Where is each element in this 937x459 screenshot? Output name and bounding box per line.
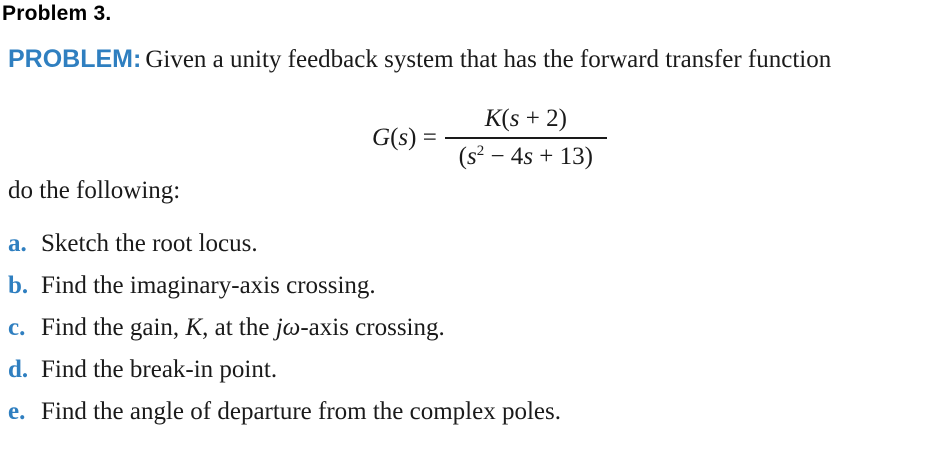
task-letter: c. [8,314,26,341]
equation-fraction [445,105,607,171]
task-text: Find the gain, K, at the jω-axis crossing. [41,314,445,341]
task-item-e [8,394,561,436]
task-item-a [8,226,561,268]
task-letter: b. [8,272,29,299]
task-text: Sketch the root locus. [41,230,258,257]
instruction-text: do the following: [8,177,181,204]
equation-denominator: $(s^2 - 4s + 13)$ [458,142,593,170]
problem-title: Problem 3. [2,2,112,25]
task-item-b [8,268,561,310]
task-list [8,226,561,436]
equation-numerator: K(s + 2) [484,105,567,133]
task-letter: a. [8,230,27,257]
task-text: Find the angle of departure from the complex poles. [41,398,561,425]
task-item-c [8,310,561,352]
problem-intro-text: Given a unity feedback system that has the forward transfer function [145,46,832,73]
transfer-function-equation [372,98,607,178]
equation-lhs: G(s) = [372,124,437,151]
task-item-d [8,352,561,394]
problem-statement [8,45,831,74]
problem-keyword: PROBLEM: [8,45,142,73]
task-text: Find the imaginary-axis crossing. [41,272,376,299]
task-text: Find the break-in point. [41,356,278,383]
task-letter: d. [8,356,29,383]
task-letter: e. [8,398,26,425]
